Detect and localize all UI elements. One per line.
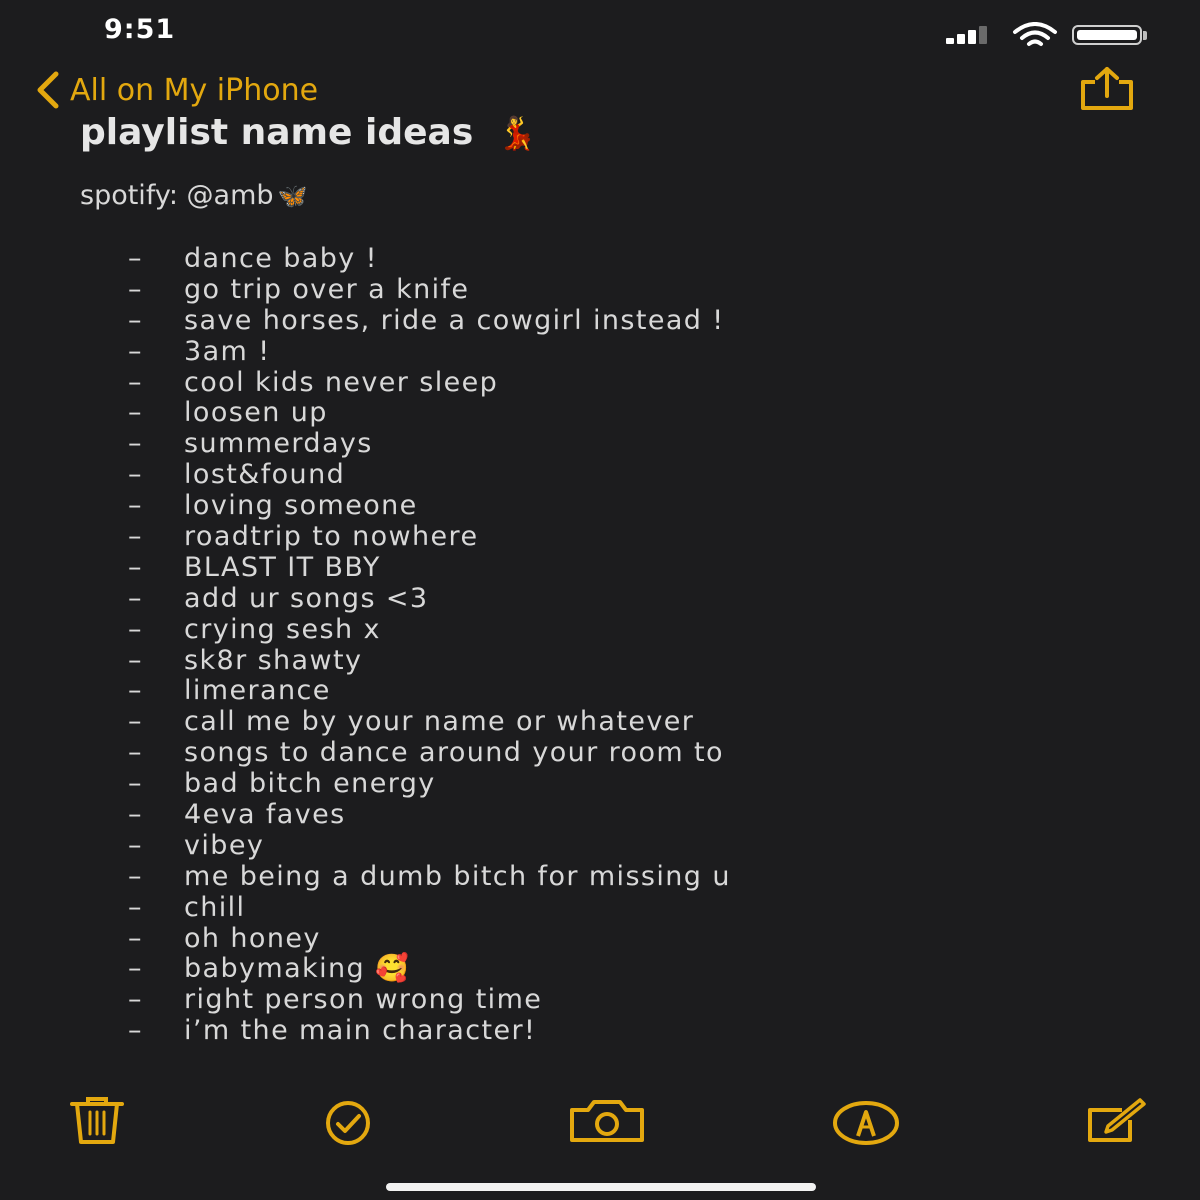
note-title-text: playlist name ideas (80, 112, 474, 153)
list-dash: – (128, 737, 142, 769)
list-dash: – (128, 675, 142, 707)
list-dash: – (128, 551, 142, 583)
compose-icon[interactable] (1084, 1096, 1150, 1146)
dancer-emoji: 💃 (497, 114, 538, 152)
butterfly-emoji: 🦋 (277, 182, 308, 210)
list-item-text: go trip over a knife (184, 273, 470, 305)
list-dash: – (128, 428, 142, 460)
list-item-text: songs to dance around your room to (184, 737, 724, 769)
list-item-text: me being a dumb bitch for missing u (184, 860, 731, 892)
list-dash: – (128, 335, 142, 367)
list-dash: – (128, 953, 142, 985)
spotify-text: spotify: @amb (80, 180, 274, 211)
checklist-icon[interactable] (314, 1096, 382, 1146)
list-dash: – (128, 984, 142, 1016)
list-item-text: 3am ! (184, 335, 271, 367)
list-dash: – (128, 644, 142, 676)
list-item-text: dance baby ! (184, 243, 378, 274)
list-item-text: babymaking 🥰 (184, 953, 411, 985)
list-item-text: loosen up (184, 397, 328, 429)
note-title[interactable] (80, 112, 537, 153)
list-dash: – (128, 768, 142, 800)
list-item-text: limerance (184, 675, 331, 707)
list-dash: – (128, 891, 142, 923)
list-item-text: chill (184, 891, 246, 923)
list-dash: – (128, 613, 142, 645)
list-dash: – (128, 397, 142, 429)
list-dash: – (128, 273, 142, 305)
list-dash: – (128, 860, 142, 892)
list-dash: – (128, 490, 142, 522)
list-item-text: right person wrong time (184, 984, 543, 1016)
trash-icon[interactable] (68, 1096, 126, 1146)
list-item-text: add ur songs <3 (184, 582, 429, 614)
battery-cap (1143, 31, 1147, 40)
bottom-toolbar (0, 1096, 1200, 1156)
camera-icon[interactable] (568, 1096, 646, 1146)
status-time: 9:51 (104, 14, 176, 45)
list-item-text: oh honey (184, 922, 321, 954)
battery-icon (1072, 25, 1142, 45)
back-label: All on My iPhone (70, 72, 319, 108)
list-item-text: loving someone (184, 490, 418, 522)
list-item-text: BLAST IT BBY (184, 551, 381, 583)
list-item-text: call me by your name or whatever (184, 706, 695, 738)
list-dash: – (128, 366, 142, 398)
list-dash: – (128, 829, 142, 861)
list-item-text: bad bitch energy (184, 768, 436, 800)
spotify-line[interactable] (80, 180, 307, 211)
list-item-text: sk8r shawty (184, 644, 363, 676)
list-item-text: lost&found (184, 459, 346, 491)
wifi-icon (1012, 22, 1058, 50)
list-dash: – (128, 1015, 142, 1047)
list-item-text: i’m the main character! (184, 1015, 537, 1047)
list-item-text: summerdays (184, 428, 373, 460)
status-bar (0, 0, 1200, 62)
list-item-text: roadtrip to nowhere (184, 521, 479, 553)
list-dash: – (128, 521, 142, 553)
home-indicator[interactable] (386, 1183, 816, 1191)
list-item-text: cool kids never sleep (184, 366, 499, 398)
list-item-text: vibey (184, 829, 265, 861)
list-item-text: save horses, ride a cowgirl instead ! (184, 304, 725, 336)
cellular-signal-icon (946, 26, 998, 44)
list-item-text: crying sesh x (184, 613, 381, 645)
back-button[interactable] (34, 68, 318, 112)
share-icon[interactable] (1077, 66, 1137, 112)
list-dash: – (128, 922, 142, 954)
list-dash: – (128, 582, 142, 614)
list-dash: – (128, 459, 142, 491)
list-item-text: 4eva faves (184, 799, 346, 831)
list-dash: – (128, 243, 142, 274)
list-dash: – (128, 799, 142, 831)
chevron-left-icon (34, 70, 60, 110)
markup-icon[interactable] (830, 1096, 902, 1146)
list-dash: – (128, 706, 142, 738)
list-dash: – (128, 304, 142, 336)
